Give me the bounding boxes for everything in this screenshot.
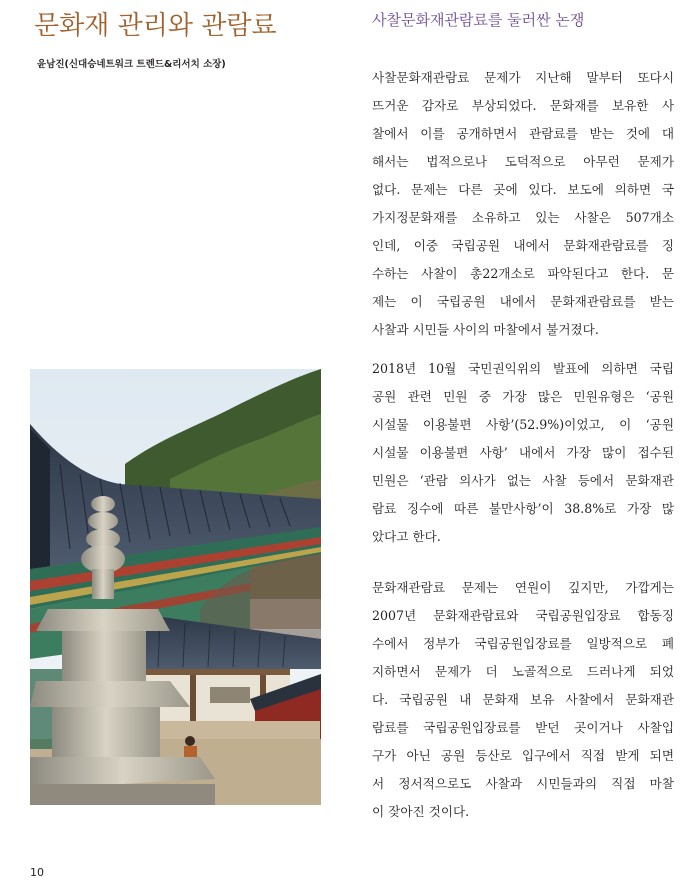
text-line: 이 잦아진 것이다.: [372, 804, 470, 819]
text-line: 사찰문화재관람료 문제가 지난해 말부터 또다시: [372, 70, 674, 85]
text-line: 서 정서적으로도 사찰과 시민들과의 직접 마찰: [372, 776, 674, 791]
text-line: 다. 국립공원 내 문화재 보유 사찰에서 문화재관: [372, 692, 674, 707]
text-line: 시설물 이용불편 사항’(52.9%)이었고, 이 ‘공원: [372, 417, 674, 432]
text-line: 2018년 10월 국민권익위의 발표에 의하면 국립: [372, 361, 674, 376]
text-line: 뜨거운 감자로 부상되었다. 문화재를 보유한 사: [372, 98, 674, 113]
temple-photo-illustration: [30, 369, 321, 805]
text-line: 았다고 한다.: [372, 529, 441, 544]
text-line: 지하면서 문제가 더 노골적으로 드러나게 되었: [372, 664, 674, 679]
page-title: 문화재 관리와 관람료: [34, 11, 277, 41]
text-line: 제는 이 국립공원 내에서 문화재관람료를 받는: [372, 294, 674, 309]
text-line: 문화재관람료 문제는 연원이 깊지만, 가깝게는: [372, 580, 674, 595]
page-number: 10: [30, 866, 44, 879]
text-line: 없다. 문제는 다른 곳에 있다. 보도에 의하면 국: [372, 182, 674, 197]
paragraph-2: [372, 355, 674, 551]
author-byline: 윤남진(신대승네트워크 트렌드&리서치 소장): [37, 59, 226, 70]
paragraph-1: [372, 64, 674, 344]
text-line: 민원은 ‘관람 의사가 없는 사찰 등에서 문화재관: [372, 473, 674, 488]
text-line: 찰에서 이를 공개하면서 관람료를 받는 것에 대: [372, 126, 674, 141]
text-line: 시설물 이용불편 사항’ 내에서 가장 많이 접수된: [372, 445, 674, 460]
temple-photo: [30, 369, 321, 805]
paragraph-3: [372, 574, 674, 826]
text-line: 사찰과 시민들 사이의 마찰에서 불거졌다.: [372, 322, 599, 337]
text-line: 구가 아닌 공원 등산로 입구에서 직접 받게 되면: [372, 748, 674, 763]
text-line: 공원 관련 민원 중 가장 많은 민원유형은 ‘공원: [372, 389, 674, 404]
text-line: 가지정문화재를 소유하고 있는 사찰은 507개소: [372, 210, 674, 225]
text-line: 2007년 문화재관람료와 국립공원입장료 합동징: [372, 608, 674, 623]
text-line: 람료 징수에 따른 불만사항’이 38.8%로 가장 많: [372, 501, 674, 516]
text-line: 인데, 이중 국립공원 내에서 문화재관람료를 징: [372, 238, 674, 253]
text-line: 수하는 사찰이 총22개소로 파악된다고 한다. 문: [372, 266, 674, 281]
text-line: 해서는 법적으로나 도덕적으로 아무런 문제가: [372, 154, 674, 169]
text-line: 수에서 정부가 국립공원입장료를 일방적으로 폐: [372, 636, 674, 651]
text-line: 람료를 국립공원입장료를 받던 곳이거나 사찰입: [372, 720, 674, 735]
section-subtitle: 사찰문화재관람료를 둘러싼 논쟁: [372, 11, 585, 29]
